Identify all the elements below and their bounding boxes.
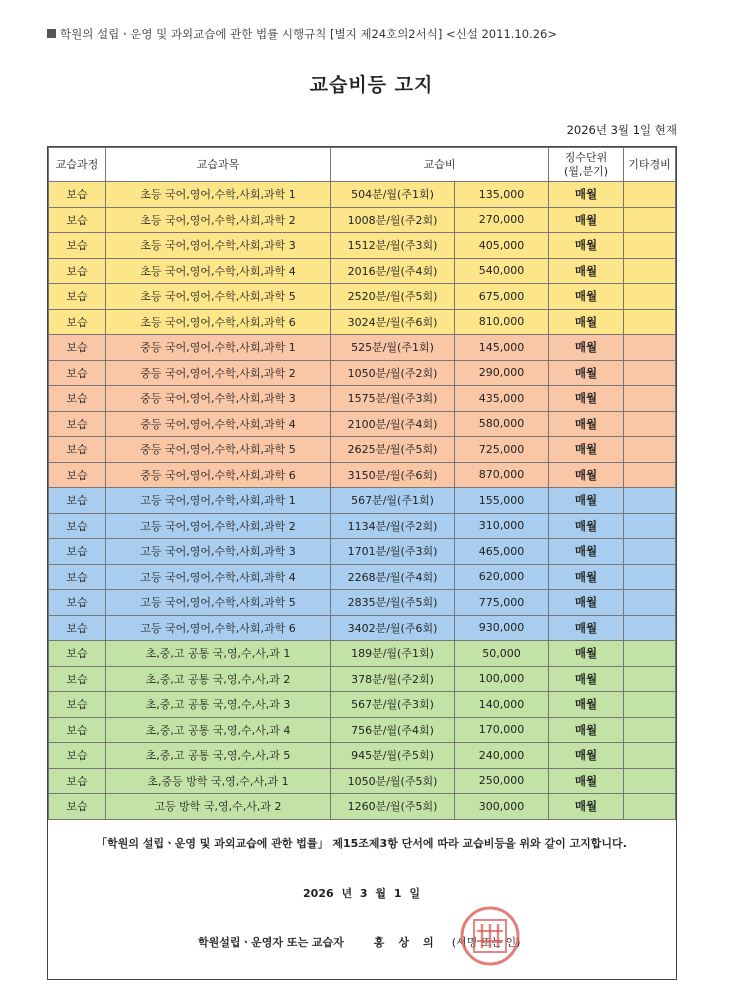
cell-hours: 1701분/월(주3회) xyxy=(331,539,455,565)
cell-course: 보습 xyxy=(49,743,106,769)
cell-subject: 초등 국어,영어,수학,사회,과학 6 xyxy=(106,309,331,335)
cell-course: 보습 xyxy=(49,717,106,743)
cell-cycle: 매월 xyxy=(549,411,624,437)
cell-course: 보습 xyxy=(49,768,106,794)
cell-other xyxy=(624,768,676,794)
table-row xyxy=(49,641,676,667)
cell-course: 보습 xyxy=(49,437,106,463)
cell-other xyxy=(624,539,676,565)
cell-course: 보습 xyxy=(49,615,106,641)
cell-hours: 2835분/월(주5회) xyxy=(331,590,455,616)
cell-cycle: 매월 xyxy=(549,717,624,743)
cell-course: 보습 xyxy=(49,692,106,718)
column-header-subject: 교습과목 xyxy=(106,148,331,182)
table-row xyxy=(49,692,676,718)
cell-hours: 504분/월(주1회) xyxy=(331,182,455,208)
cell-fee: 870,000 xyxy=(455,462,549,488)
cell-hours: 2520분/월(주5회) xyxy=(331,284,455,310)
cell-subject: 초,중,고 공통 국,영,수,사,과 4 xyxy=(106,717,331,743)
cell-subject: 초,중,고 공통 국,영,수,사,과 5 xyxy=(106,743,331,769)
cell-hours: 1050분/월(주5회) xyxy=(331,768,455,794)
cell-hours: 567분/월(주1회) xyxy=(331,488,455,514)
cell-other xyxy=(624,360,676,386)
cell-other xyxy=(624,717,676,743)
cell-course: 보습 xyxy=(49,386,106,412)
cell-subject: 초,중,고 공통 국,영,수,사,과 2 xyxy=(106,666,331,692)
cell-other xyxy=(624,182,676,208)
notice-frame xyxy=(47,146,677,980)
cell-course: 보습 xyxy=(49,488,106,514)
cell-hours: 2016분/월(주4회) xyxy=(331,258,455,284)
cell-fee: 50,000 xyxy=(455,641,549,667)
cell-other xyxy=(624,258,676,284)
fee-table xyxy=(48,147,676,820)
signer-name: 홍상의 xyxy=(373,936,448,949)
cell-other xyxy=(624,692,676,718)
table-row xyxy=(49,258,676,284)
table-row xyxy=(49,284,676,310)
cell-other xyxy=(624,386,676,412)
cell-subject: 초등 국어,영어,수학,사회,과학 1 xyxy=(106,182,331,208)
cell-fee: 145,000 xyxy=(455,335,549,361)
cell-course: 보습 xyxy=(49,258,106,284)
cell-subject: 고등 국어,영어,수학,사회,과학 4 xyxy=(106,564,331,590)
cell-course: 보습 xyxy=(49,284,106,310)
table-row xyxy=(49,437,676,463)
cell-other xyxy=(624,564,676,590)
red-seal-stamp-icon xyxy=(458,904,522,968)
cell-cycle: 매월 xyxy=(549,743,624,769)
column-header-cycle xyxy=(549,148,624,182)
cell-fee: 290,000 xyxy=(455,360,549,386)
cell-fee: 580,000 xyxy=(455,411,549,437)
cell-course: 보습 xyxy=(49,590,106,616)
cell-hours: 3150분/월(주6회) xyxy=(331,462,455,488)
cell-hours: 1512분/월(주3회) xyxy=(331,233,455,259)
cell-cycle: 매월 xyxy=(549,692,624,718)
cell-subject: 고등 국어,영어,수학,사회,과학 2 xyxy=(106,513,331,539)
cell-hours: 1260분/월(주5회) xyxy=(331,794,455,820)
cell-cycle: 매월 xyxy=(549,615,624,641)
cell-cycle: 매월 xyxy=(549,309,624,335)
cell-hours: 1008분/월(주2회) xyxy=(331,207,455,233)
cell-fee: 725,000 xyxy=(455,437,549,463)
cell-other xyxy=(624,590,676,616)
table-row xyxy=(49,462,676,488)
cell-cycle: 매월 xyxy=(549,513,624,539)
cell-course: 보습 xyxy=(49,513,106,539)
cell-hours: 567분/월(주3회) xyxy=(331,692,455,718)
cell-other xyxy=(624,437,676,463)
cell-subject: 초등 국어,영어,수학,사회,과학 5 xyxy=(106,284,331,310)
column-header-course: 교습과정 xyxy=(49,148,106,182)
cell-subject: 중등 국어,영어,수학,사회,과학 5 xyxy=(106,437,331,463)
cell-course: 보습 xyxy=(49,666,106,692)
table-row xyxy=(49,743,676,769)
cell-fee: 240,000 xyxy=(455,743,549,769)
cell-subject: 고등 국어,영어,수학,사회,과학 6 xyxy=(106,615,331,641)
cell-subject: 중등 국어,영어,수학,사회,과학 4 xyxy=(106,411,331,437)
cell-subject: 중등 국어,영어,수학,사회,과학 3 xyxy=(106,386,331,412)
cell-course: 보습 xyxy=(49,207,106,233)
cell-cycle: 매월 xyxy=(549,182,624,208)
cell-course: 보습 xyxy=(49,182,106,208)
cell-subject: 초등 국어,영어,수학,사회,과학 3 xyxy=(106,233,331,259)
cell-subject: 초등 국어,영어,수학,사회,과학 2 xyxy=(106,207,331,233)
cell-course: 보습 xyxy=(49,309,106,335)
cell-subject: 고등 국어,영어,수학,사회,과학 5 xyxy=(106,590,331,616)
cell-subject: 고등 방학 국,영,수,사,과 2 xyxy=(106,794,331,820)
table-row xyxy=(49,386,676,412)
cell-fee: 310,000 xyxy=(455,513,549,539)
table-row xyxy=(49,233,676,259)
cell-cycle: 매월 xyxy=(549,335,624,361)
table-row xyxy=(49,360,676,386)
cell-fee: 140,000 xyxy=(455,692,549,718)
cell-cycle: 매월 xyxy=(549,258,624,284)
cell-cycle: 매월 xyxy=(549,641,624,667)
cell-course: 보습 xyxy=(49,794,106,820)
cell-hours: 2268분/월(주4회) xyxy=(331,564,455,590)
table-row xyxy=(49,488,676,514)
column-header-cycle-line2: (월,분기) xyxy=(564,164,608,178)
cell-hours: 1134분/월(주2회) xyxy=(331,513,455,539)
table-row xyxy=(49,794,676,820)
cell-cycle: 매월 xyxy=(549,207,624,233)
cell-cycle: 매월 xyxy=(549,488,624,514)
table-row xyxy=(49,513,676,539)
cell-subject: 초,중등 방학 국,영,수,사,과 1 xyxy=(106,768,331,794)
cell-fee: 775,000 xyxy=(455,590,549,616)
cell-hours: 2100분/월(주4회) xyxy=(331,411,455,437)
cell-other xyxy=(624,411,676,437)
column-header-other: 기타경비 xyxy=(624,148,676,182)
cell-other xyxy=(624,513,676,539)
table-row xyxy=(49,335,676,361)
cell-cycle: 매월 xyxy=(549,666,624,692)
cell-hours: 2625분/월(주5회) xyxy=(331,437,455,463)
cell-hours: 945분/월(주5회) xyxy=(331,743,455,769)
sign-mark: (서명 또는 인) xyxy=(451,936,521,949)
cell-fee: 405,000 xyxy=(455,233,549,259)
cell-subject: 중등 국어,영어,수학,사회,과학 2 xyxy=(106,360,331,386)
cell-fee: 155,000 xyxy=(455,488,549,514)
cell-other xyxy=(624,207,676,233)
cell-fee: 465,000 xyxy=(455,539,549,565)
cell-other xyxy=(624,233,676,259)
cell-course: 보습 xyxy=(49,360,106,386)
cell-subject: 고등 국어,영어,수학,사회,과학 3 xyxy=(106,539,331,565)
cell-cycle: 매월 xyxy=(549,284,624,310)
cell-hours: 1575분/월(주3회) xyxy=(331,386,455,412)
form-reference xyxy=(47,26,557,42)
table-row xyxy=(49,590,676,616)
table-row xyxy=(49,207,676,233)
cell-other xyxy=(624,641,676,667)
table-row xyxy=(49,182,676,208)
cell-cycle: 매월 xyxy=(549,768,624,794)
cell-other xyxy=(624,615,676,641)
cell-subject: 초등 국어,영어,수학,사회,과학 4 xyxy=(106,258,331,284)
cell-course: 보습 xyxy=(49,233,106,259)
cell-hours: 3402분/월(주6회) xyxy=(331,615,455,641)
cell-other xyxy=(624,284,676,310)
cell-fee: 620,000 xyxy=(455,564,549,590)
cell-hours: 189분/월(주1회) xyxy=(331,641,455,667)
table-row xyxy=(49,768,676,794)
cell-fee: 435,000 xyxy=(455,386,549,412)
cell-subject: 중등 국어,영어,수학,사회,과학 6 xyxy=(106,462,331,488)
cell-fee: 675,000 xyxy=(455,284,549,310)
cell-fee: 100,000 xyxy=(455,666,549,692)
cell-course: 보습 xyxy=(49,539,106,565)
cell-other xyxy=(624,666,676,692)
cell-fee: 810,000 xyxy=(455,309,549,335)
cell-other xyxy=(624,309,676,335)
cell-other xyxy=(624,794,676,820)
cell-cycle: 매월 xyxy=(549,462,624,488)
cell-subject: 초,중,고 공통 국,영,수,사,과 3 xyxy=(106,692,331,718)
cell-fee: 135,000 xyxy=(455,182,549,208)
cell-other xyxy=(624,335,676,361)
table-row xyxy=(49,539,676,565)
cell-fee: 270,000 xyxy=(455,207,549,233)
signer-label: 학원설립ㆍ운영자 또는 교습자 xyxy=(198,936,344,949)
cell-subject: 중등 국어,영어,수학,사회,과학 1 xyxy=(106,335,331,361)
table-row xyxy=(49,717,676,743)
cell-fee: 300,000 xyxy=(455,794,549,820)
cell-cycle: 매월 xyxy=(549,360,624,386)
form-reference-text: 학원의 설립ㆍ운영 및 과외교습에 관한 법률 시행규칙 [별지 제24호의2서식] <신설 2011.10.26> xyxy=(60,27,557,41)
cell-subject: 고등 국어,영어,수학,사회,과학 1 xyxy=(106,488,331,514)
cell-cycle: 매월 xyxy=(549,386,624,412)
notice-statement: 「학원의 설립ㆍ운영 및 과외교습에 관한 법률」 제15조제3항 단서에 따라 교습비등을 위와 같이 고지합니다. xyxy=(96,837,627,850)
cell-cycle: 매월 xyxy=(549,437,624,463)
cell-fee: 250,000 xyxy=(455,768,549,794)
cell-other xyxy=(624,462,676,488)
cell-subject: 초,중,고 공통 국,영,수,사,과 1 xyxy=(106,641,331,667)
fee-table-body xyxy=(49,182,676,820)
cell-cycle: 매월 xyxy=(549,539,624,565)
table-row xyxy=(49,615,676,641)
cell-course: 보습 xyxy=(49,462,106,488)
cell-hours: 3024분/월(주6회) xyxy=(331,309,455,335)
cell-other xyxy=(624,488,676,514)
as-of-date: 2026년 3월 1일 현재 xyxy=(566,123,677,137)
table-header-row xyxy=(49,148,676,182)
cell-fee: 930,000 xyxy=(455,615,549,641)
notice-date: 2026 년 3 월 1 일 xyxy=(303,887,420,900)
column-header-cycle-line1: 징수단위 xyxy=(564,150,608,164)
cell-course: 보습 xyxy=(49,335,106,361)
cell-course: 보습 xyxy=(49,564,106,590)
table-row xyxy=(49,564,676,590)
column-header-fee: 교습비 xyxy=(331,148,549,182)
cell-cycle: 매월 xyxy=(549,233,624,259)
cell-cycle: 매월 xyxy=(549,590,624,616)
cell-fee: 540,000 xyxy=(455,258,549,284)
table-row xyxy=(49,411,676,437)
cell-other xyxy=(624,743,676,769)
cell-fee: 170,000 xyxy=(455,717,549,743)
cell-course: 보습 xyxy=(49,641,106,667)
cell-hours: 378분/월(주2회) xyxy=(331,666,455,692)
document-title: 교습비등 고지 xyxy=(309,74,434,96)
cell-cycle: 매월 xyxy=(549,564,624,590)
cell-cycle: 매월 xyxy=(549,794,624,820)
table-row xyxy=(49,666,676,692)
table-row xyxy=(49,309,676,335)
square-bullet-icon xyxy=(47,29,56,38)
cell-course: 보습 xyxy=(49,411,106,437)
cell-hours: 525분/월(주1회) xyxy=(331,335,455,361)
cell-hours: 1050분/월(주2회) xyxy=(331,360,455,386)
cell-hours: 756분/월(주4회) xyxy=(331,717,455,743)
